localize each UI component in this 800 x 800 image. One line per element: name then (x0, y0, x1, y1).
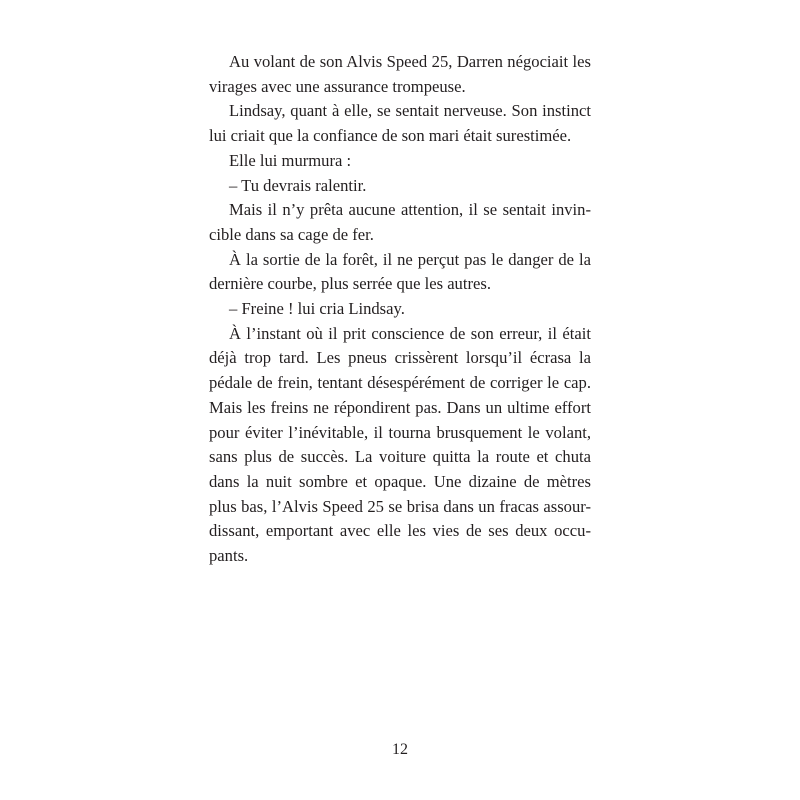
text-line: À l’instant où il prit conscience de son erreur, il était (229, 323, 591, 343)
text-line: pour éviter l’inévitable, il tourna brusquement le volant, (209, 422, 591, 442)
text-line: Elle lui murmura : (229, 150, 352, 170)
paragraph (209, 322, 591, 569)
text-line: plus bas, l’Alvis Speed 25 se brisa dans un fracas assour- (209, 496, 591, 516)
text-line: Lindsay, quant à elle, se sentait nerveuse. Son instinct (229, 101, 591, 121)
text-line: – Tu devrais ralentir. (229, 175, 367, 195)
paragraph (209, 99, 591, 148)
paragraph (209, 198, 591, 247)
paragraph (209, 174, 591, 199)
text-line: dans la nuit sombre et opaque. Une dizaine de mètres (209, 471, 591, 491)
text-line: déjà trop tard. Les pneus crissèrent lorsqu’il écrasa la (209, 348, 591, 368)
paragraph (209, 149, 591, 174)
text-line: pédale de frein, tentant désespérément de corriger le cap. (209, 373, 591, 393)
text-line: cible dans sa cage de fer. (209, 224, 374, 244)
text-line: pants. (209, 546, 249, 566)
text-line: Mais les freins ne répondirent pas. Dans un ultime effort (209, 397, 591, 417)
text-line: Au volant de son Alvis Speed 25, Darren négociait les (229, 52, 591, 71)
text-line: – Freine ! lui cria Lindsay. (229, 299, 405, 319)
text-line: lui criait que la confiance de son mari était surestimée. (209, 126, 572, 146)
text-line: dernière courbe, plus serrée que les autres. (209, 274, 491, 294)
paragraph (209, 248, 591, 297)
text-line: À la sortie de la forêt, il ne perçut pas le danger de la (229, 249, 591, 269)
text-line: sans plus de succès. La voiture quitta la route et chuta (209, 447, 591, 467)
page-body (209, 50, 591, 569)
page-number: 12 (392, 741, 408, 758)
text-line: dissant, emportant avec elle les vies de ses deux occu- (209, 521, 591, 541)
paragraph (209, 50, 591, 99)
paragraph (209, 297, 591, 322)
text-line: Mais il n’y prêta aucune attention, il se sentait invin- (229, 200, 591, 220)
text-line: virages avec une assurance trompeuse. (209, 76, 466, 96)
